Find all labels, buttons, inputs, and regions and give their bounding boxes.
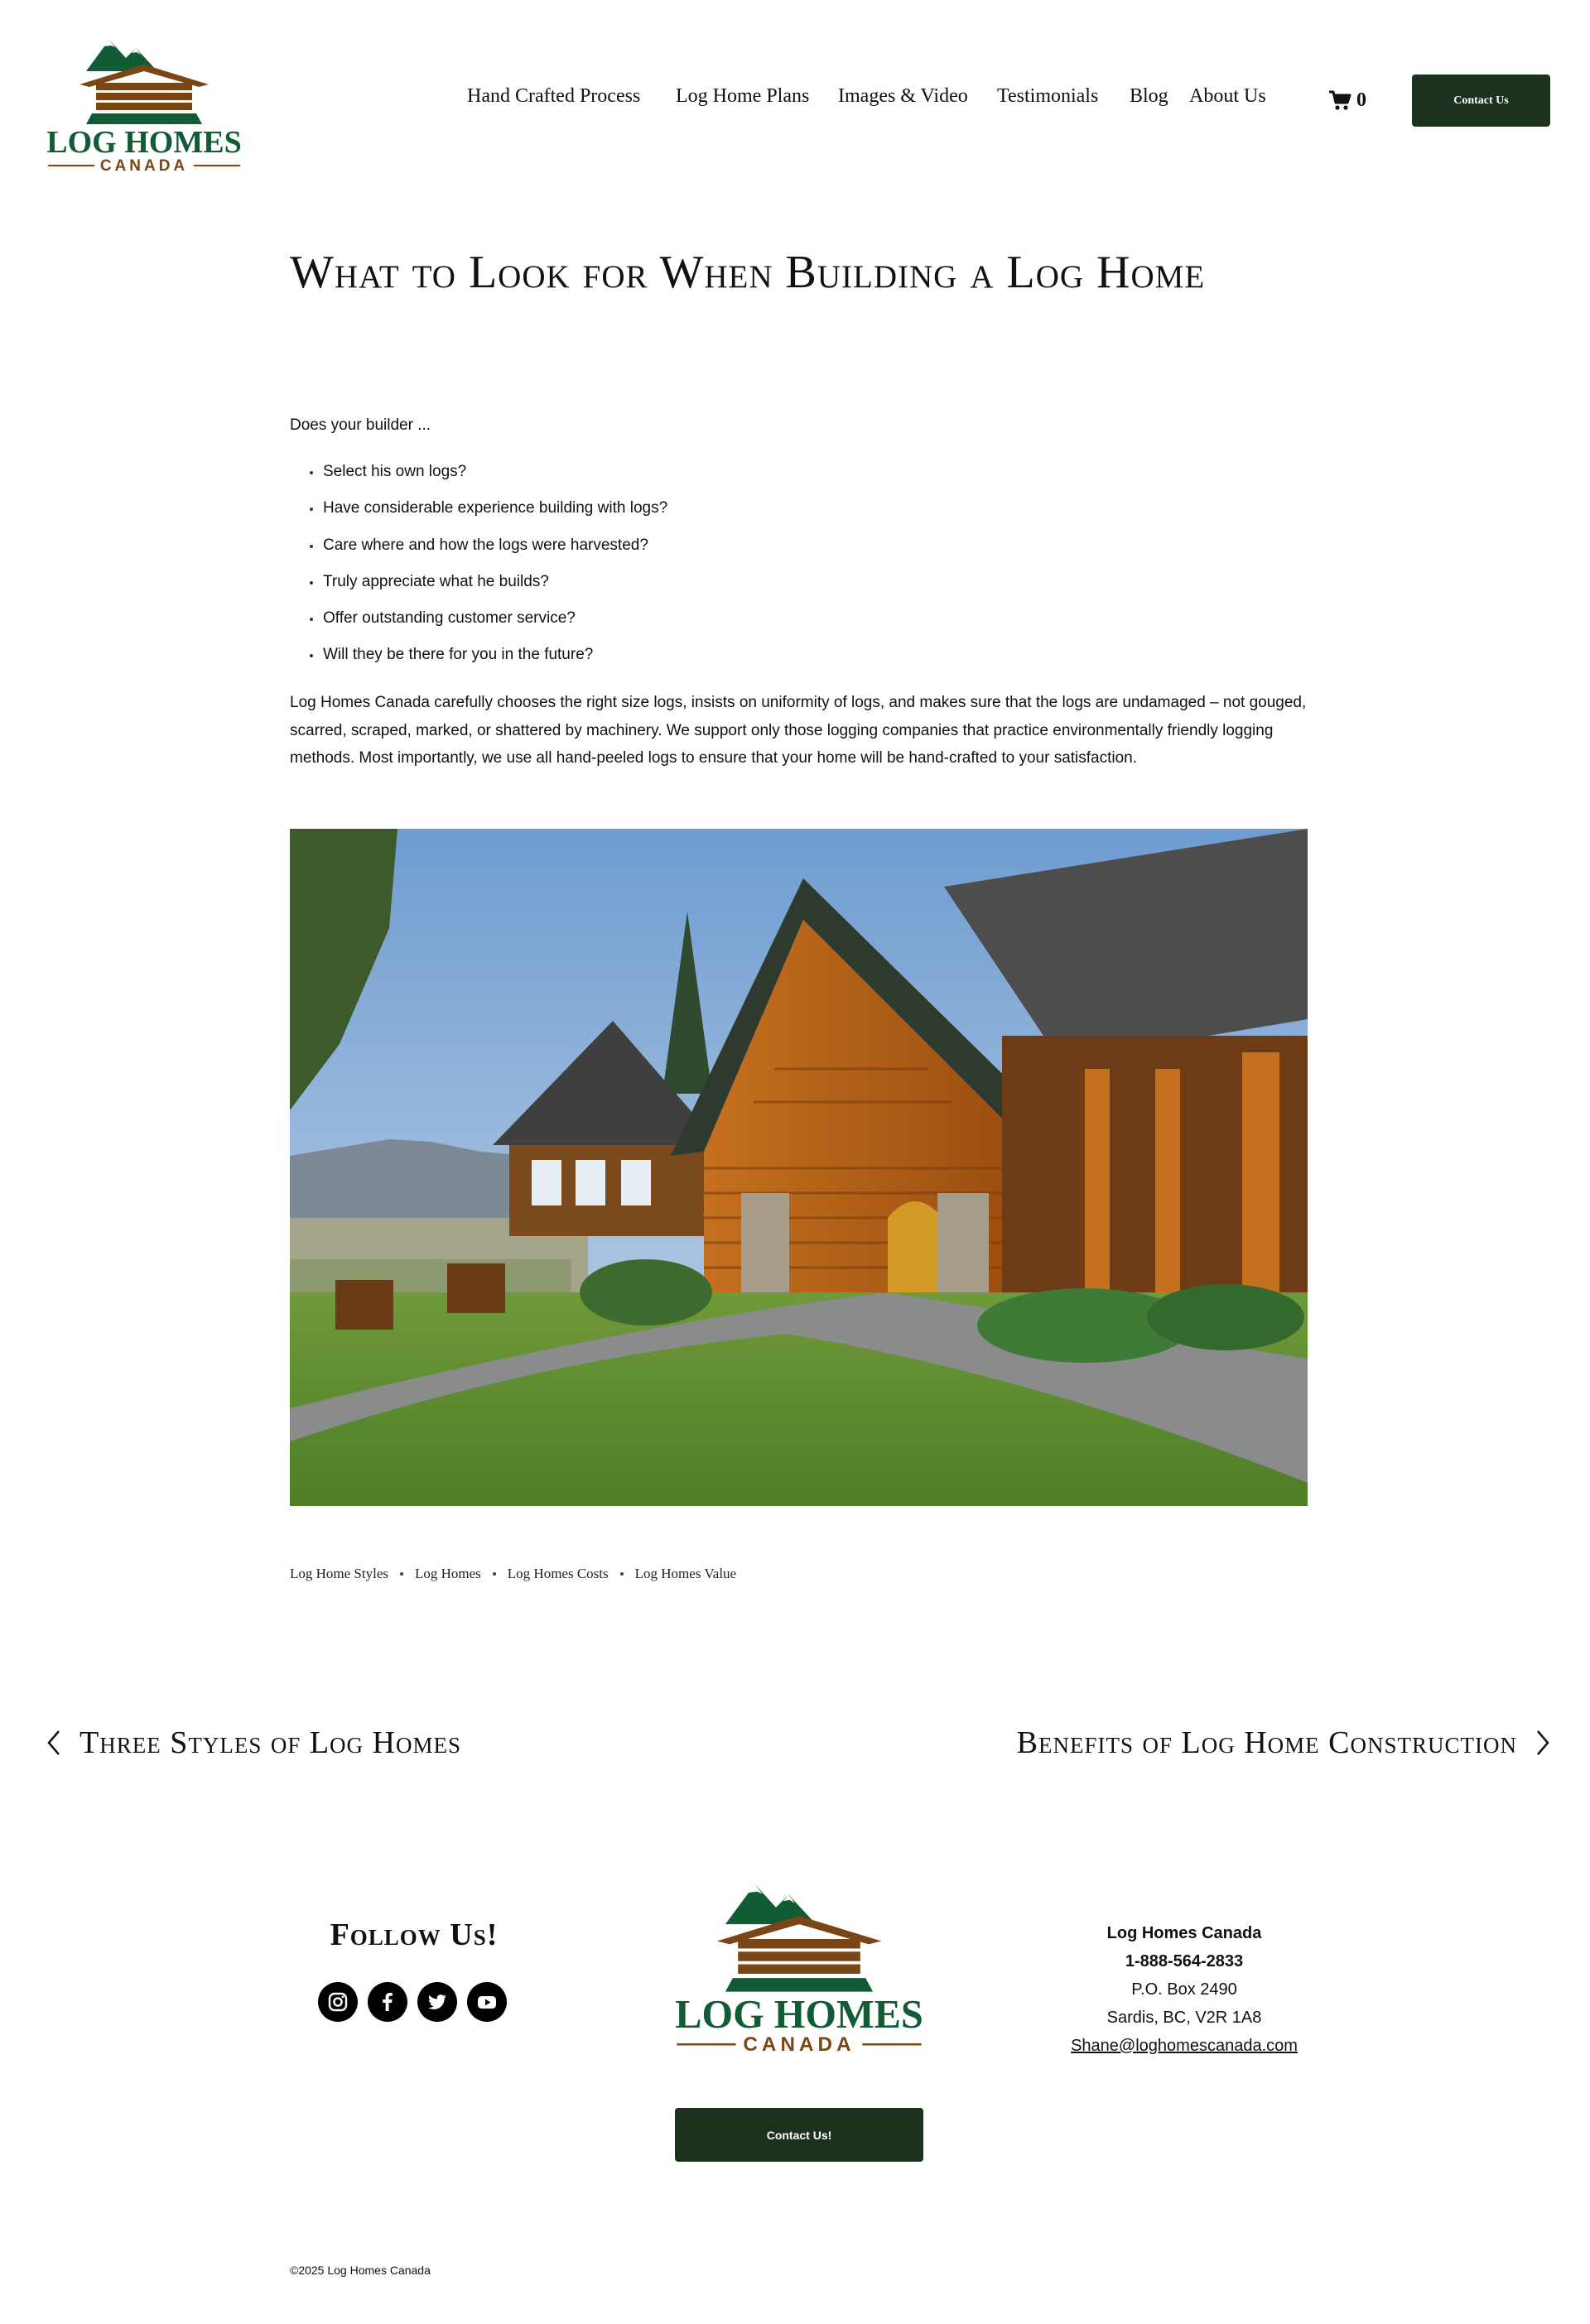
previous-post-title: Three Styles of Log Homes — [80, 1725, 462, 1760]
twitter-icon — [426, 1991, 448, 2013]
instagram-icon — [327, 1991, 349, 2013]
page-title: What to Look for When Building a Log Home — [290, 247, 1206, 298]
cart-icon — [1328, 89, 1352, 111]
footer-logo[interactable] — [674, 1869, 924, 2055]
contact-info — [985, 1919, 1383, 2060]
article-paragraph: Log Homes Canada carefully chooses the right size logs, insists on uniformity of logs, and makes sure that the logs are undamaged – not gouged, scarred, scraped, marked, or shattered by machinery. We support only those logging companies that practice environmentally friendly logging methods. Most importantly, we use all hand-peeled logs to ensure that your home will be hand-crafted to your satisfaction. — [290, 694, 1307, 767]
list-item: Offer outstanding customer service? — [290, 604, 667, 641]
nav-item-blog[interactable]: Blog — [1130, 85, 1168, 107]
nav-item-testimonials[interactable]: Testimonials — [997, 85, 1099, 107]
list-item: Care where and how the logs were harvested? — [290, 532, 667, 568]
tag-link[interactable]: Log Home Styles — [290, 1566, 388, 1581]
company-name: Log Homes Canada — [1106, 1924, 1262, 1942]
city-address: Sardis, BC, V2R 1A8 — [1106, 2009, 1262, 2027]
follow-us-heading: Follow Us! — [330, 1917, 499, 1952]
cart-count: 0 — [1356, 89, 1366, 111]
logo-text: LOG HOMES — [46, 125, 242, 160]
logo-subtext: CANADA — [743, 2033, 855, 2055]
facebook-link[interactable] — [368, 1982, 407, 2022]
logo-subtext: CANADA — [99, 157, 189, 174]
nav-item-log-home-plans[interactable]: Log Home Plans — [676, 85, 810, 107]
previous-post-link[interactable] — [46, 1722, 461, 1763]
nav-item-hand-crafted-process[interactable]: Hand Crafted Process — [467, 85, 641, 107]
tag-separator — [400, 1572, 403, 1576]
article-intro: Does your builder ... — [290, 416, 431, 434]
list-item: Truly appreciate what he builds? — [290, 568, 667, 604]
logo-cabin-icon — [717, 1916, 882, 1992]
copyright: ©2025 Log Homes Canada — [290, 2264, 431, 2277]
instagram-link[interactable] — [318, 1982, 358, 2022]
next-post-link[interactable] — [1017, 1722, 1550, 1763]
list-item: Will they be there for you in the future? — [290, 641, 667, 677]
po-box: P.O. Box 2490 — [1131, 1980, 1237, 1999]
tag-link[interactable]: Log Homes Value — [634, 1566, 737, 1581]
footer-contact-button[interactable]: Contact Us! — [675, 2108, 923, 2162]
email-link[interactable]: Shane@loghomescanada.com — [1071, 2037, 1298, 2055]
phone-number: 1-888-564-2833 — [1125, 1952, 1244, 1970]
list-item: Have considerable experience building with logs? — [290, 494, 667, 531]
list-item: Select his own logs? — [290, 458, 667, 494]
contact-us-button[interactable]: Contact Us — [1412, 75, 1550, 127]
next-post-title: Benefits of Log Home Construction — [1016, 1725, 1517, 1760]
twitter-link[interactable] — [417, 1982, 457, 2022]
cart-button[interactable] — [1328, 85, 1366, 115]
tag-separator — [620, 1572, 624, 1576]
nav-item-about-us[interactable]: About Us — [1189, 85, 1266, 107]
tag-link[interactable]: Log Homes — [415, 1566, 481, 1581]
chevron-right-icon — [1535, 1730, 1550, 1756]
log-home-photo — [290, 829, 1308, 1506]
logo-text: LOG HOMES — [675, 1992, 923, 2037]
chevron-left-icon — [46, 1730, 61, 1756]
youtube-link[interactable] — [467, 1982, 507, 2022]
tag-separator — [493, 1572, 496, 1576]
facebook-icon — [377, 1991, 398, 2013]
tag-list — [290, 1566, 736, 1582]
tag-link[interactable]: Log Homes Costs — [507, 1566, 609, 1581]
nav-item-images-video[interactable]: Images & Video — [838, 85, 968, 107]
question-list — [290, 458, 667, 678]
youtube-icon — [476, 1991, 498, 2013]
